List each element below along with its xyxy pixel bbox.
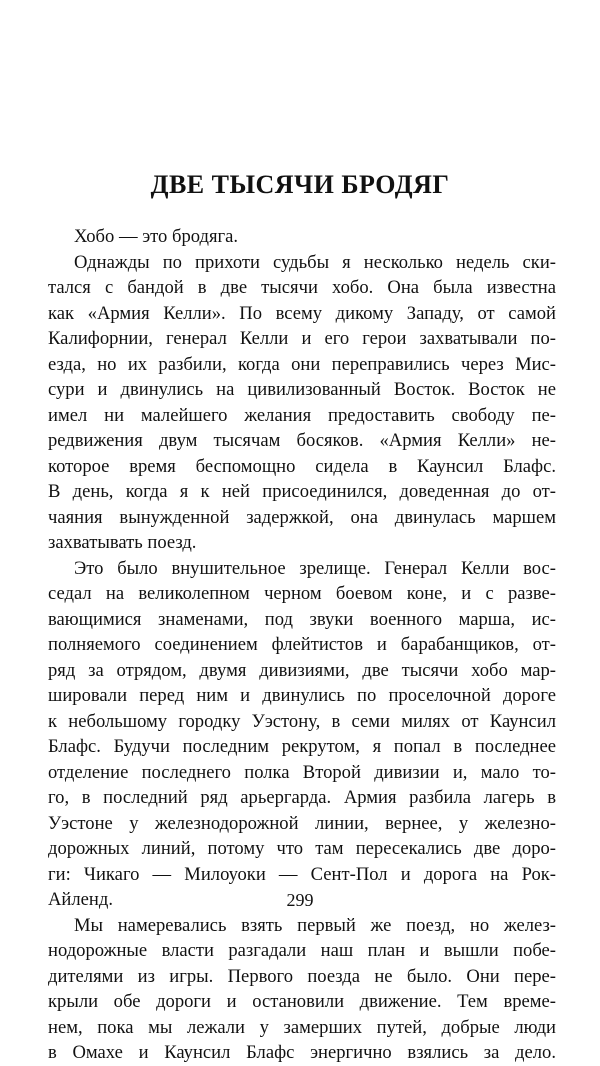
paragraph xyxy=(48,556,556,913)
body-text xyxy=(48,224,556,1066)
text-line: дителями из игры. Первого поезда не было. Они пере- xyxy=(48,965,556,987)
text-line: седал на великолепном черном боевом коне, и с разве- xyxy=(48,583,556,604)
text-line: го, в последний ряд арьергарда. Армия разбила лагерь в xyxy=(48,787,556,808)
text-line: шировали перед ним и двинулись по проселочной дороге xyxy=(48,685,556,706)
text-line: ряд за отрядом, двумя дивизиями, две тысячи хобо мар- xyxy=(48,659,556,681)
text-line: Это было внушительное зрелище. Генерал Келли вос- xyxy=(74,557,556,579)
text-line: чаяния вынужденной задержкой, она двинулась маршем xyxy=(48,506,556,528)
text-line: крыли обе дороги и остановили движение. Тем време- xyxy=(48,991,556,1012)
text-line: вающимися знаменами, под звуки военного марша, ис- xyxy=(48,608,556,630)
paragraph xyxy=(48,913,556,1066)
page-number: 299 xyxy=(286,890,314,910)
text-line: езда, но их разбили, когда они переправились через Мис- xyxy=(48,353,556,375)
text-line: сури и двинулись на цивилизованный Восток. Восток не xyxy=(48,379,556,400)
text-line: отделение последнего полка Второй дивизии и, мало то- xyxy=(48,761,556,783)
text-line: Хобо — это бродяга. xyxy=(74,226,239,247)
text-line: В день, когда я к ней присоединился, доведенная до от- xyxy=(48,481,556,502)
text-line: тался с бандой в две тысячи хобо. Она была известна xyxy=(48,277,556,298)
text-line: Однажды по прихоти судьбы я несколько недель ски- xyxy=(74,251,556,273)
text-line: к небольшому городку Уэстону, в семи милях от Каунсил xyxy=(48,710,556,732)
text-line: Айленд. xyxy=(48,889,113,910)
text-line: нодорожные власти разгадали наш план и вышли побе- xyxy=(48,940,556,961)
chapter-title: ДВЕ ТЫСЯЧИ БРОДЯГ xyxy=(150,170,450,199)
paragraph xyxy=(48,250,556,556)
text-line: Блафс. Будучи последним рекрутом, я попал в последнее xyxy=(48,736,556,757)
text-line: дорожных линий, потому что там пересекались две доро- xyxy=(48,838,556,859)
text-line: Мы намеревались взять первый же поезд, но желез- xyxy=(74,914,556,936)
text-line: полняемого соединением флейтистов и барабанщиков, от- xyxy=(48,634,556,655)
text-line: имел ни малейшего желания предоставить свободу пе- xyxy=(48,404,556,426)
text-line: Калифорнии, генерал Келли и его герои захватывали по- xyxy=(48,328,556,349)
text-line: нем, пока мы лежали у замерших путей, добрые люди xyxy=(48,1016,556,1038)
text-line: редвижения двум тысячам босяков. «Армия Келли» не- xyxy=(48,430,556,451)
text-line: как «Армия Келли». По всему дикому Западу, от самой xyxy=(48,302,556,324)
text-line: в Омахе и Каунсил Блафс энергично взялись за дело. xyxy=(48,1042,556,1063)
text-line: захватывать поезд. xyxy=(48,532,197,553)
text-line: которое время беспомощно сидела в Каунсил Блафс. xyxy=(48,455,556,477)
paragraph xyxy=(48,224,556,250)
text-line: ги: Чикаго — Милоуоки — Сент-Пол и дорога на Рок- xyxy=(48,863,556,885)
text-line: Уэстоне у железнодорожной линии, вернее, у железно- xyxy=(48,812,556,834)
